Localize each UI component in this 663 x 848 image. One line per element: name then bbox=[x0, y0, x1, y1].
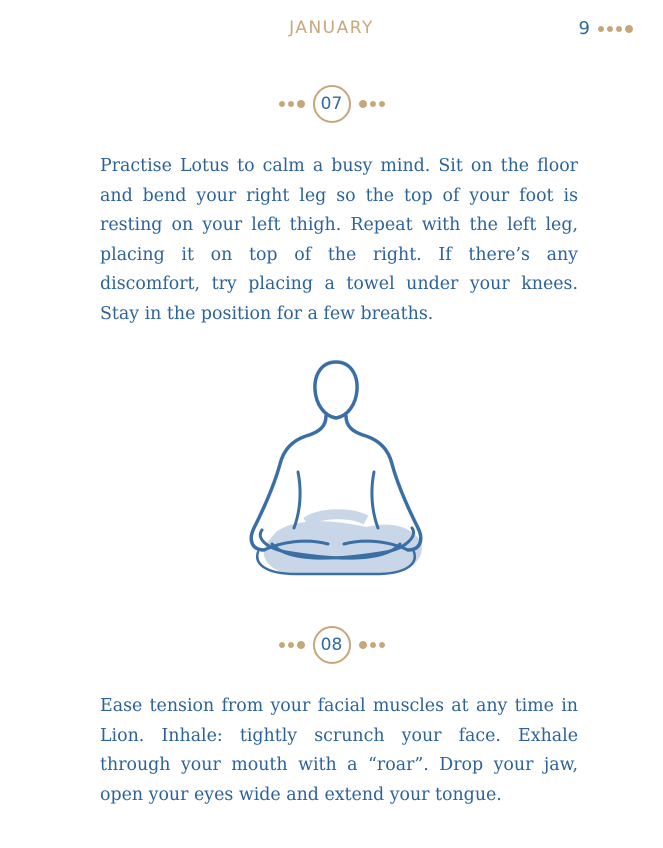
month-title: JANUARY bbox=[289, 18, 374, 38]
page-dots-icon bbox=[598, 25, 633, 33]
left-dots-icon bbox=[279, 641, 305, 649]
entry-text-07: Practise Lotus to calm a busy mind. Sit on the floor and bend your right leg so the top of your foot is resting on your left thigh. Repeat with the left leg, placing it on top of the right. If there’s any discomfort, try placing a towel under your knees. Stay in the position for a few breaths. bbox=[100, 156, 578, 324]
right-dots-icon bbox=[359, 641, 385, 649]
page-number: 9 bbox=[578, 18, 590, 39]
right-dots-icon bbox=[359, 100, 385, 108]
lotus-pose-icon bbox=[236, 352, 436, 582]
entry-marker-07 bbox=[0, 85, 663, 123]
entry-text-08: Ease tension from your facial muscles at any time in Lion. Inhale: tightly scrunch your face. Exhale through your mouth with a “roar”. Drop your jaw, open your eyes wide and extend your tongue. bbox=[100, 696, 578, 805]
entry-number-badge: 08 bbox=[313, 626, 351, 664]
left-dots-icon bbox=[279, 100, 305, 108]
entry-number-badge: 07 bbox=[313, 85, 351, 123]
page-number-group bbox=[579, 18, 633, 39]
entry-marker-08 bbox=[0, 626, 663, 664]
